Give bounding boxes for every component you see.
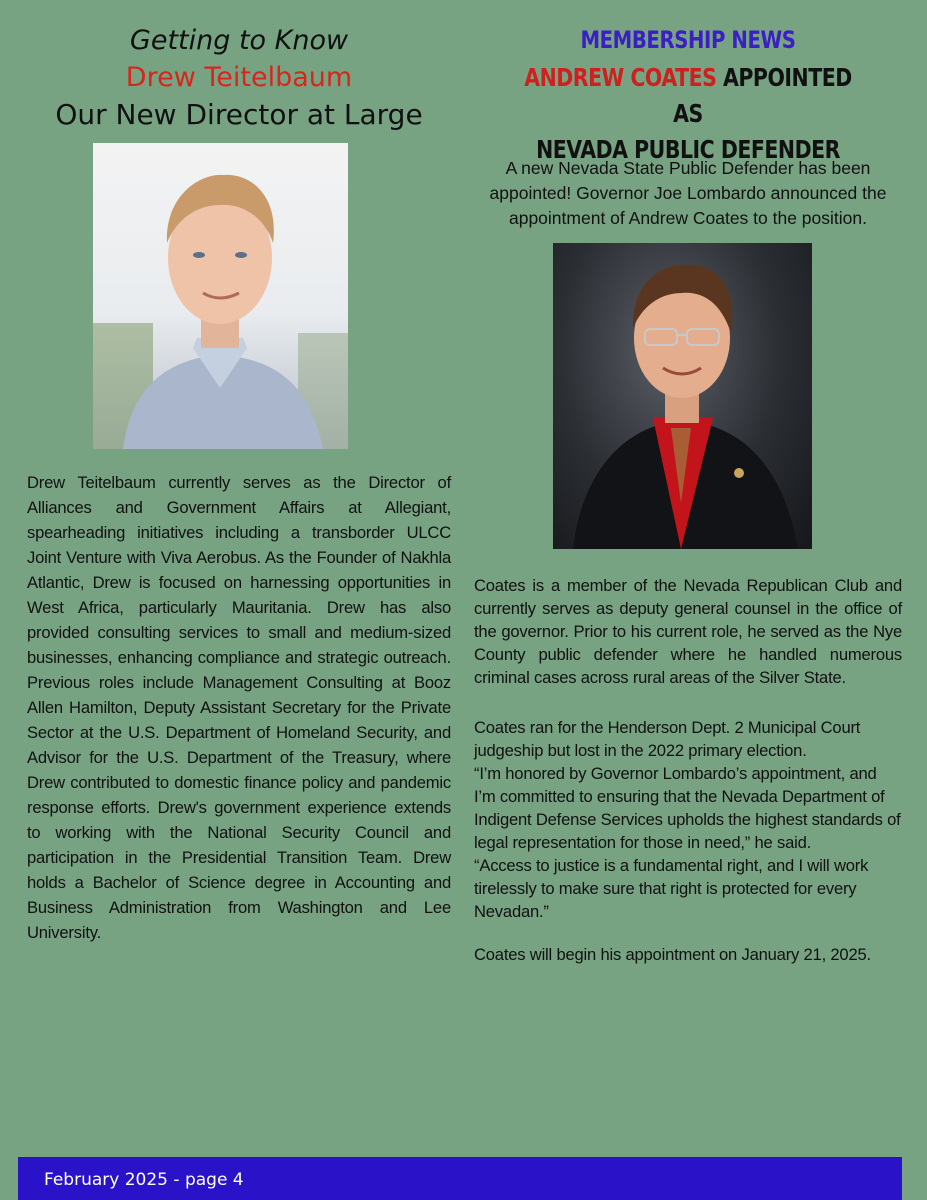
headline-appointed: APPOINTED AS bbox=[673, 63, 852, 128]
footer-bar bbox=[18, 1157, 902, 1200]
article-paragraph-1: Coates is a member of the Nevada Republican Club and currently serves as deputy general counsel in the office of the governor. Prior to his current role, he served as the Nye County public defender where he handled numerous criminal cases across rural areas of the Silver State. bbox=[474, 576, 902, 687]
article-quote-1: “I’m honored by Governor Lombardo’s appointment, and I’m committed to ensuring that the Nevada Department of Indigent Defense Services upholds the highest standards of legal representation for those in need,” he said. bbox=[474, 764, 901, 852]
article-quote-2: “Access to justice is a fundamental right, and I will work tirelessly to make sure that right is protected for every Nevadan.” bbox=[474, 856, 869, 921]
article-intro: A new Nevada State Public Defender has been appointed! Governor Joe Lombardo announced the appointment of Andrew Coates to the position. bbox=[489, 158, 887, 228]
membership-news-heading: MEMBERSHIP NEWS bbox=[580, 26, 796, 54]
article-paragraph-2a: Coates ran for the Henderson Dept. 2 Municipal Court judgeship but lost in the 2022 primary election. bbox=[474, 718, 861, 760]
left-column bbox=[27, 22, 451, 942]
director-name: Drew Teitelbaum bbox=[125, 62, 353, 93]
drew-teitelbaum-photo bbox=[93, 143, 348, 449]
andrew-coates-photo bbox=[553, 243, 812, 549]
headline-name: ANDREW COATES bbox=[524, 63, 717, 92]
director-bio: Drew Teitelbaum currently serves as the Director of Alliances and Government Affairs at Allegiant, spearheading initiatives including a transborder ULCC Joint Venture with Viva Aerobus. As the Founder of Nakhla Atlantic, Drew is focused on harnessing opportunities in West Africa, particularly Mauritania. Drew has also provided consulting services to small and medium-sized businesses, enhancing compliance and strategic outreach. Previous roles include Management Consulting at Booz Allen Hamilton, Deputy Assistant Secretary for the Private Sector at the U.S. Department of Homeland Security, and Advisor for the U.S. Department of the Treasury, where Drew contributed to domestic finance policy and pandemic response efforts. Drew's government experience extends to working with the National Security Council and participation in the Presidential Transition Team. Drew holds a Bachelor of Science degree in Accounting and Business Administration from Washington and Lee University. bbox=[27, 473, 451, 942]
article-paragraph-2 bbox=[474, 716, 902, 923]
article-paragraph-3: Coates will begin his appointment on January 21, 2025. bbox=[474, 945, 871, 964]
director-role: Our New Director at Large bbox=[55, 98, 423, 131]
footer-page-label: February 2025 - page 4 bbox=[44, 1170, 244, 1190]
article-headline bbox=[513, 60, 864, 168]
getting-to-know-heading: Getting to Know bbox=[129, 25, 349, 56]
right-column bbox=[474, 22, 902, 964]
headline-position: NEVADA PUBLIC DEFENDER bbox=[536, 135, 840, 164]
